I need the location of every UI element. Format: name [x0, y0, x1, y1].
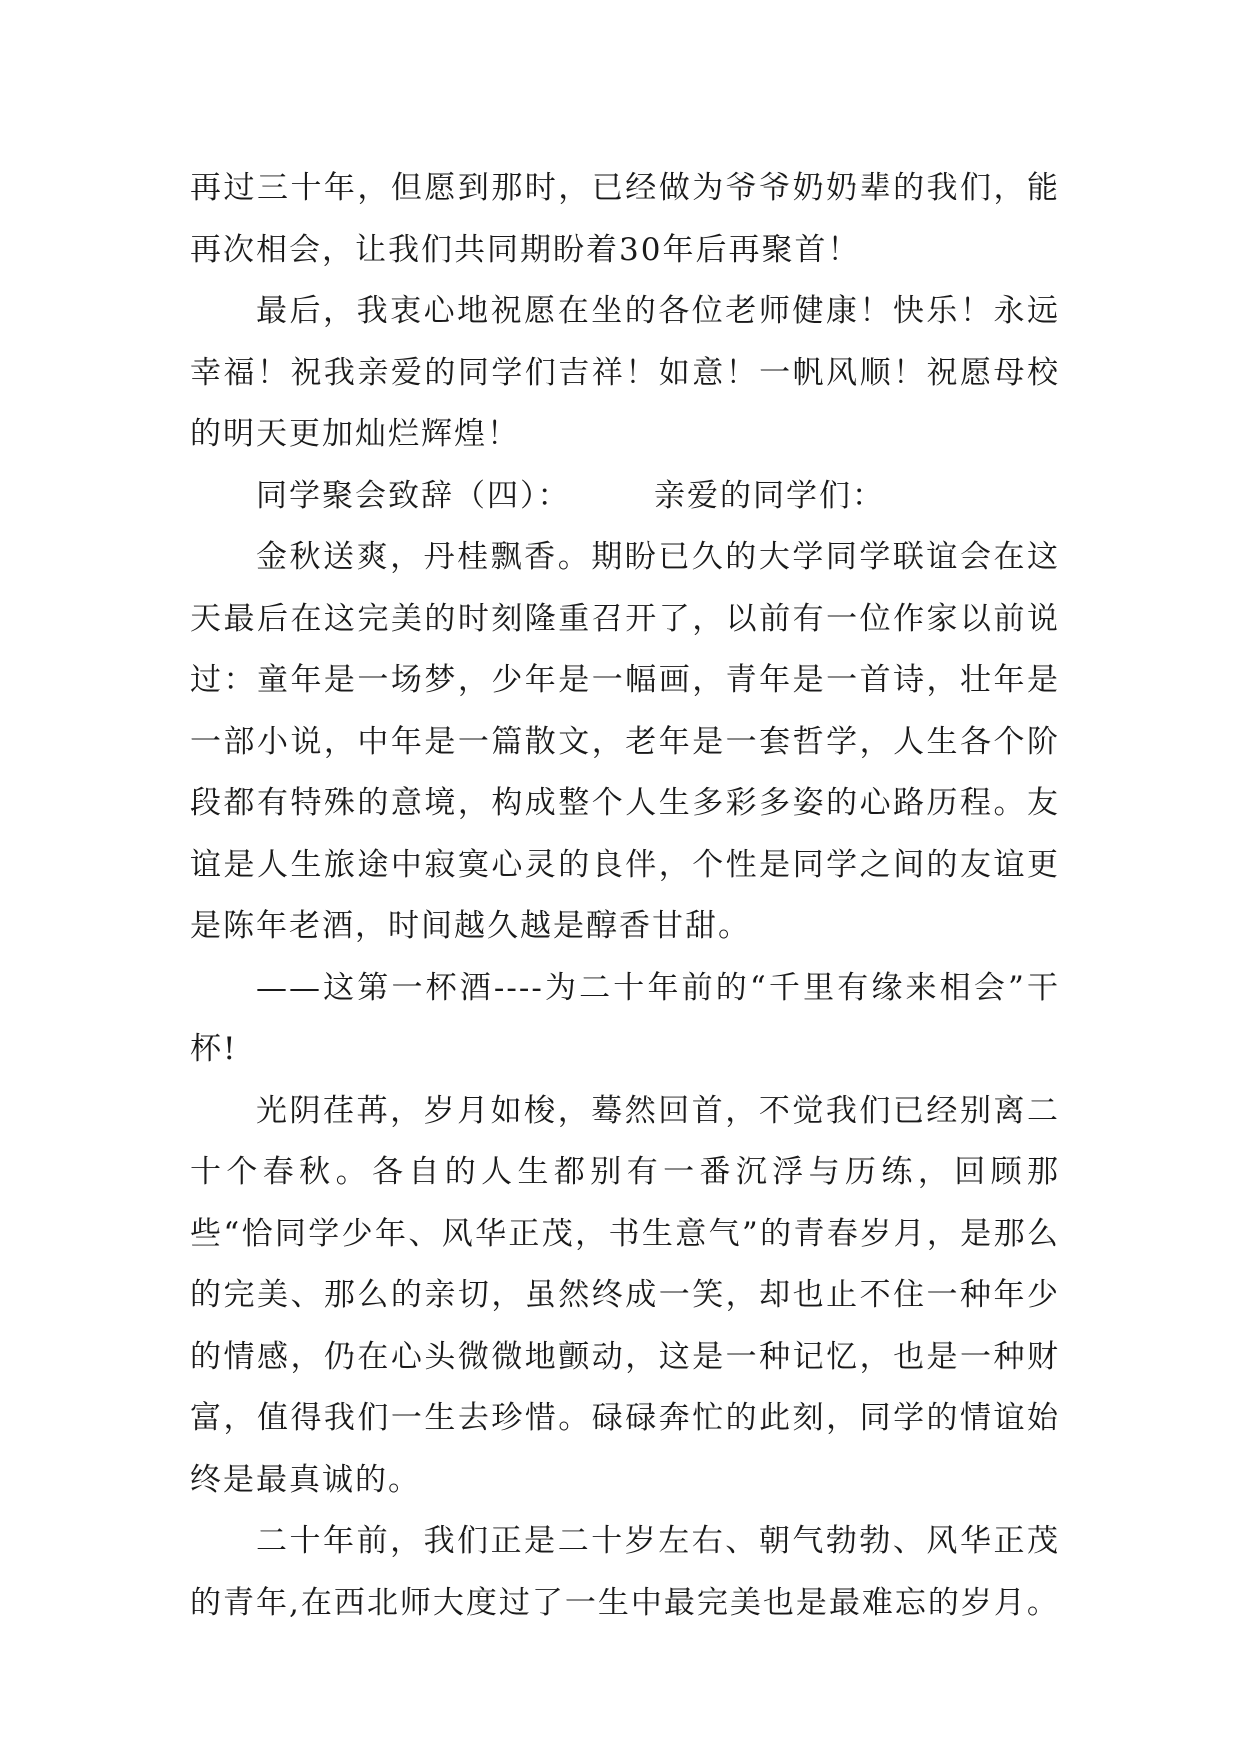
paragraph-toast: ——这第一杯酒----为二十年前的“千里有缘来相会”干杯! — [190, 969, 1060, 1067]
paragraph-1: 再过三十年，但愿到那时，已经做为爷爷奶奶辈的我们，能再次相会，让我们共同期盼着30年后再聚首！ — [190, 170, 1060, 268]
section-heading: 同学聚会致辞（四）： 亲爱的同学们： — [256, 477, 885, 514]
paragraph-6: 光阴荏苒，岁月如梭，蓦然回首，不觉我们已经别离二十个春秋。各自的人生都别有一番沉浮与历练，回顾那些“恰同学少年、风华正茂，书生意气”的青春岁月，是那么的完美、那么的亲切，虽然终成一笑，却也止不住一种年少的情感，仍在心头微微地颤动，这是一种记忆，也是一种财富，值得我们一生去珍惜。碌碌奔忙的此刻，同学的情谊始终是最真诚的。 — [190, 1092, 1060, 1498]
paragraph-7: 二十年前，我们正是二十岁左右、朝气勃勃、风华正茂的青年,在西北师大度过了一生中最完美也是最难忘的岁月。 — [190, 1523, 1060, 1621]
paragraph-2: 最后，我衷心地祝愿在坐的各位老师健康！快乐！永远幸福！祝我亲爱的同学们吉祥！如意！一帆风顺！祝愿母校的明天更加灿烂辉煌！ — [190, 293, 1060, 452]
paragraph-4: 金秋送爽，丹桂飘香。期盼已久的大学同学联谊会在这天最后在这完美的时刻隆重召开了，以前有一位作家以前说过：童年是一场梦，少年是一幅画，青年是一首诗，壮年是一部小说，中年是一篇散文，老年是一套哲学，人生各个阶段都有特殊的意境，构成整个人生多彩多姿的心路历程。友谊是人生旅途中寂寞心灵的良伴，个性是同学之间的友谊更是陈年老酒，时间越久越是醇香甘甜。 — [190, 539, 1060, 944]
document-body — [190, 158, 1060, 1634]
